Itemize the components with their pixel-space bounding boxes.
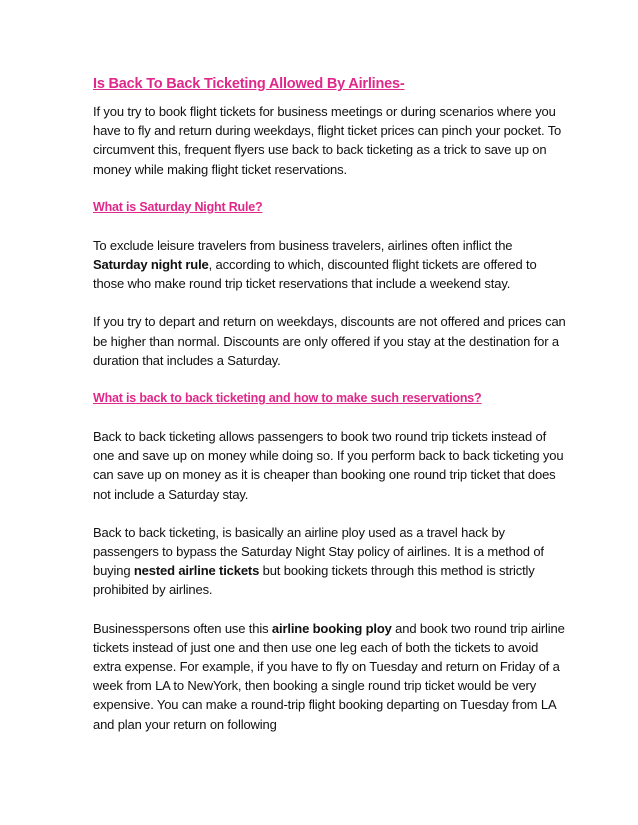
heading-back-to-back-ticketing: What is back to back ticketing and how to make such reservations? (93, 391, 482, 406)
saturday-rule-paragraph (93, 236, 568, 294)
paragraph-text: and book two round trip airline tickets instead of just one and then use one leg each of both the tickets to avoid extra expense. For example, if you have to fly on Tuesday and return on Friday of a week from LA to NewYork, then booking a single round trip ticket would be very expensive. You can make a round-trip flight booking departing on Tuesday from LA and plan your return on following (93, 620, 565, 732)
back-to-back-paragraph: Back to back ticketing allows passengers to book two round trip tickets instead of one and save up on money while doing so. If you perform back to back ticketing you can save up on money as it is cheaper than booking one round trip ticket that does not include a Saturday stay. (93, 429, 564, 502)
paragraph-text: Businesspersons often use this (93, 620, 272, 636)
bold-term: airline booking ploy (271, 620, 392, 636)
weekday-discount-paragraph: If you try to depart and return on weekdays, discounts are not offered and prices can be higher than normal. Discounts are only offered if you stay at the destination for a duration that includes a Saturday. (93, 314, 566, 368)
paragraph-text: To exclude leisure travelers from business travelers, airlines often inflict the (93, 237, 513, 253)
intro-paragraph: If you try to book flight tickets for business meetings or during scenarios where you have to fly and return during weekdays, flight ticket prices can pinch your pocket. To circumvent this, frequent flyers use back to back ticketing as a trick to save up on money while making flight ticket reservations. (93, 104, 562, 177)
document-title: Is Back To Back Ticketing Allowed By Airlines- (93, 76, 405, 92)
airline-ploy-paragraph (93, 523, 568, 600)
paragraph-text: but booking tickets through this method is strictly prohibited by airlines. (93, 563, 535, 598)
paragraph-text: Back to back ticketing, is basically an airline ploy used as a travel hack by passengers to bypass the Saturday Night Stay policy of airlines. It is a method of buying (93, 524, 544, 579)
businesspersons-paragraph (93, 619, 568, 734)
bold-term: nested airline tickets (133, 563, 260, 579)
bold-term: Saturday night rule (93, 257, 209, 273)
paragraph-text: , according to which, discounted flight tickets are offered to those who make round trip ticket reservations that include a weekend stay. (93, 257, 537, 292)
heading-saturday-night-rule: What is Saturday Night Rule? (93, 199, 263, 214)
